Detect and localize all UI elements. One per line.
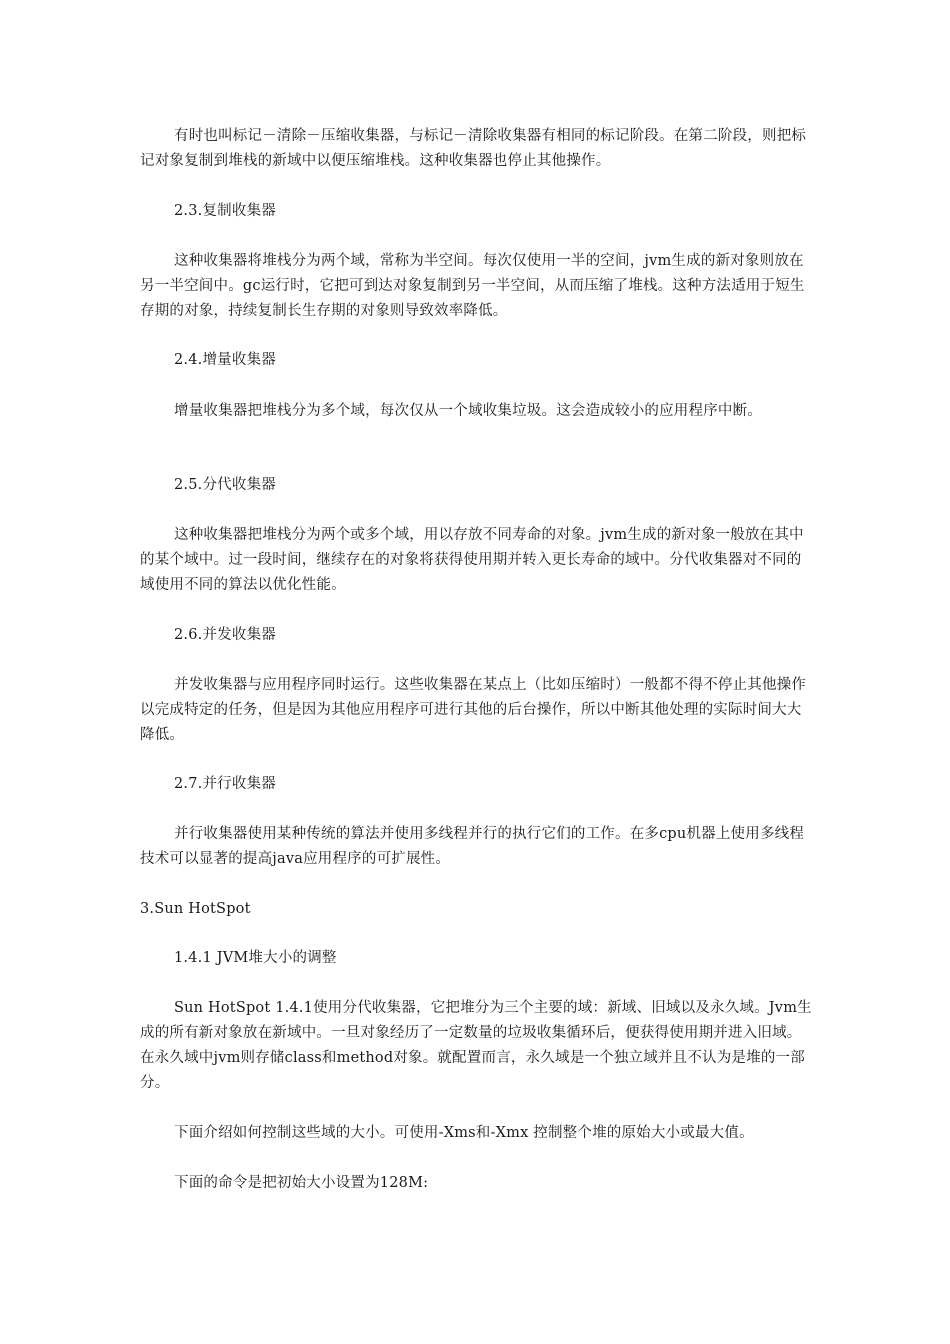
heading-jvm-heap-size: 1.4.1 JVM堆大小的调整	[174, 950, 337, 966]
paragraph-heap-control: 下面介绍如何控制这些域的大小。可使用-Xms和-Xmx 控制整个堆的原始大小或最大值。	[174, 1125, 754, 1141]
paragraph-initial-size-command: 下面的命令是把初始大小设置为128M:	[174, 1175, 429, 1191]
paragraph-mark-compact: 有时也叫标记－清除－压缩收集器，与标记－清除收集器有相同的标记阶段。在第二阶段，则把标记对象复制到堆栈的新域中以便压缩堆栈。这种收集器也停止其他操作。	[140, 128, 807, 169]
heading-generational-collector: 2.5.分代收集器	[174, 477, 276, 493]
heading-copying-collector: 2.3.复制收集器	[174, 203, 276, 219]
heading-sun-hotspot: 3.Sun HotSpot	[140, 901, 251, 917]
heading-incremental-collector: 2.4.增量收集器	[174, 352, 276, 368]
paragraph-generational-collector: 这种收集器把堆栈分为两个或多个域，用以存放不同寿命的对象。jvm生成的新对象一般放在其中的某个域中。过一段时间，继续存在的对象将获得使用期并转入更长寿命的域中。分代收集器对不同的域使用不同的算法以优化性能。	[140, 527, 804, 593]
paragraph-copying-collector: 这种收集器将堆栈分为两个域，常称为半空间。每次仅使用一半的空间，jvm生成的新对象则放在另一半空间中。gc运行时，它把可到达对象复制到另一半空间，从而压缩了堆栈。这种方法适用于短生存期的对象，持续复制长生存期的对象则导致效率降低。	[140, 253, 805, 319]
paragraph-concurrent-collector: 并发收集器与应用程序同时运行。这些收集器在某点上（比如压缩时）一般都不得不停止其他操作以完成特定的任务，但是因为其他应用程序可进行其他的后台操作，所以中断其他处理的实际时间大大降低。	[140, 677, 807, 743]
heading-parallel-collector: 2.7.并行收集器	[174, 776, 276, 792]
paragraph-hotspot-generations: Sun HotSpot 1.4.1使用分代收集器，它把堆分为三个主要的域：新域、旧域以及永久域。Jvm生成的所有新对象放在新域中。一旦对象经历了一定数量的垃圾收集循环后，便获得使用期并进入旧域。在永久域中jvm则存储class和method对象。就配置而言，永久域是一个独立域并且不认为是堆的一部分。	[140, 1000, 812, 1091]
heading-concurrent-collector: 2.6.并发收集器	[174, 627, 276, 643]
paragraph-parallel-collector: 并行收集器使用某种传统的算法并使用多线程并行的执行它们的工作。在多cpu机器上使用多线程技术可以显著的提高java应用程序的可扩展性。	[140, 826, 805, 867]
paragraph-incremental-collector: 增量收集器把堆栈分为多个域，每次仅从一个域收集垃圾。这会造成较小的应用程序中断。	[174, 403, 762, 419]
